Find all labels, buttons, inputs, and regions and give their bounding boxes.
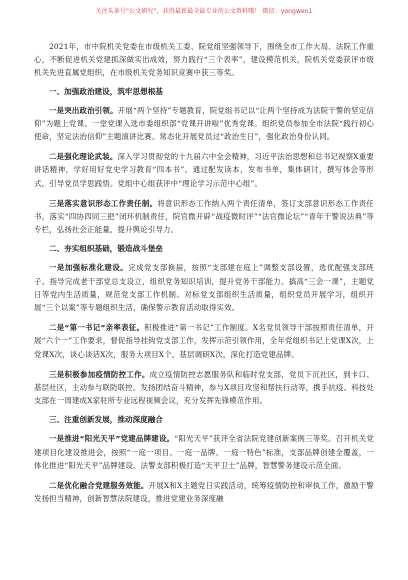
paragraph-text: “阳光天平”获评全省法院党建创新案例三等奖。召开机关党建项目化建设推进会，按照“一庭一项目、一庭一品牌、一庭一特色”标准，支部品牌创建全覆盖，一体化推进“阳光天平”品牌建设。法警支部积极打造“天平卫士”品牌，智慧警务建设示范全面。 — [34, 434, 374, 470]
section-heading: 二、夯实组织基础，锻造战斗堡垒 — [49, 244, 163, 254]
paragraph-lead: 二是强化理论武装。 — [49, 152, 118, 162]
paragraph-text: 积极推进“第一书记”工作制度。X名党员领导干部按照责任清单，开展“六个一”工作要求，督促指导挂钩党支部工作，发挥示范引领作用，全年党组织书记上党课X次，上党课X次，谈心谈话X次，服务大项目X个，基层调研X次，深化打造党建品牌。 — [34, 323, 374, 359]
paragraph-text: 将意识形态工作纳入两个责任清单，签订支部意识形态工作责任书，落实“四协四同三把”闭环机制责任，院官微开辟“战疫微时评”“法官微论坛”“青年干警说法典”等专栏，弘扬社会正能量，提升舆论引导力。 — [34, 198, 374, 235]
paragraph-lead: 一是加强标准化建设。 — [49, 263, 129, 273]
paragraph-lead: 二是“第一书记”亲率表征。 — [49, 323, 145, 333]
paragraph-lead: 一是突出政治引领。 — [49, 105, 118, 115]
paragraph-lead: 一是推进“阳光天平”党建品牌建设。 — [49, 434, 175, 444]
section-heading: 三、注重创新发展，推动深度融合 — [49, 415, 163, 425]
paragraph-lead: 三是积极参加疫情防控工作。 — [49, 369, 150, 379]
paragraph-text: 完成党支部换届，按照“支部建在庭上”调整支部设置，选优配强支部班子。指导完成老干部党总支设立，组织党务知识培训，提升党务干部能力。搞高“三会一课”，主题党日等党内生活质量，规范党支部工作机制。对标党支部组织生活质量，组织党员开展学习，组织开展“三个以案”等专题组织生活，确保警示教育活动取得实效。 — [34, 263, 374, 313]
body-paragraph — [34, 479, 374, 505]
header-notice-bar — [0, 0, 408, 20]
body-paragraph — [34, 150, 374, 190]
paragraph-text: 深入学习贯彻党的十九届六中全会精神，习近平法治思想和总书记视察X重要讲话精神，学好用好党史学习教育“四本书”。通过配发读本，发布书单，集体研讨，撰写体会等形式，引导党员学思践悟。党组中心组获评中“理论学习示范中心组”。 — [34, 152, 374, 188]
document-body — [34, 40, 374, 512]
body-paragraph — [34, 321, 374, 361]
body-paragraph — [34, 104, 374, 144]
body-paragraph — [34, 197, 374, 237]
paragraph-text: 开展“两个坚持”专题教育，院党组书记以“让两个坚持成为法院干警的坚定信仰”为题上党课。一堂党课入选市委组织部“党课开讲啦”优秀党课。组织党员参加全市法院“践行初心使命，坚定法治信仰”主题演讲比赛。常态化开展党员过“政治生日”，强化政治身份认同。 — [34, 105, 374, 142]
section-heading: 一、加强政治建设，筑牢思想根基 — [49, 86, 163, 96]
paragraph-text: 开展X和X主题党日实践活动，统筹疫情防控和审执工作，激励干警发扬担当精神，创新智慧法院建设，推进党建业务深度融 — [34, 481, 374, 504]
paragraph-text: 成立疫情防控志愿服务队和临时党支部，党员下沉社区，到卡口、基层社区，主动参与联防联控。发扬团结奋斗精神，参与X项目攻坚和帮扶行动等，携手抗疫。科技处支部在一周建成X家驻所专业远程视频会议，充分发挥先锋模范作用。 — [34, 369, 374, 406]
header-notice: 关注头条号“公文研究”，获得最新最全最专业的公文资料哦！ 微信：yongwen1 — [95, 7, 313, 15]
paragraph-lead: 二是优化融合党建服务效能。 — [49, 481, 149, 491]
intro-paragraph: 2021年，市中院机关党委在市级机关工委、院党组坚强领导下，围绕全市工作大局、法院工作重心，不断促进机关党建抓深做实出成效，努力践行“三个表率”，建设模范机关，院机关党委获评市级机关先进直属党组织，在市级机关党务知识竞赛中获三等奖。 — [34, 42, 374, 78]
body-paragraph — [34, 261, 374, 314]
body-paragraph — [34, 432, 374, 472]
paragraph-lead: 三是落实意识形态工作责任制。 — [49, 198, 158, 208]
body-paragraph — [34, 368, 374, 408]
